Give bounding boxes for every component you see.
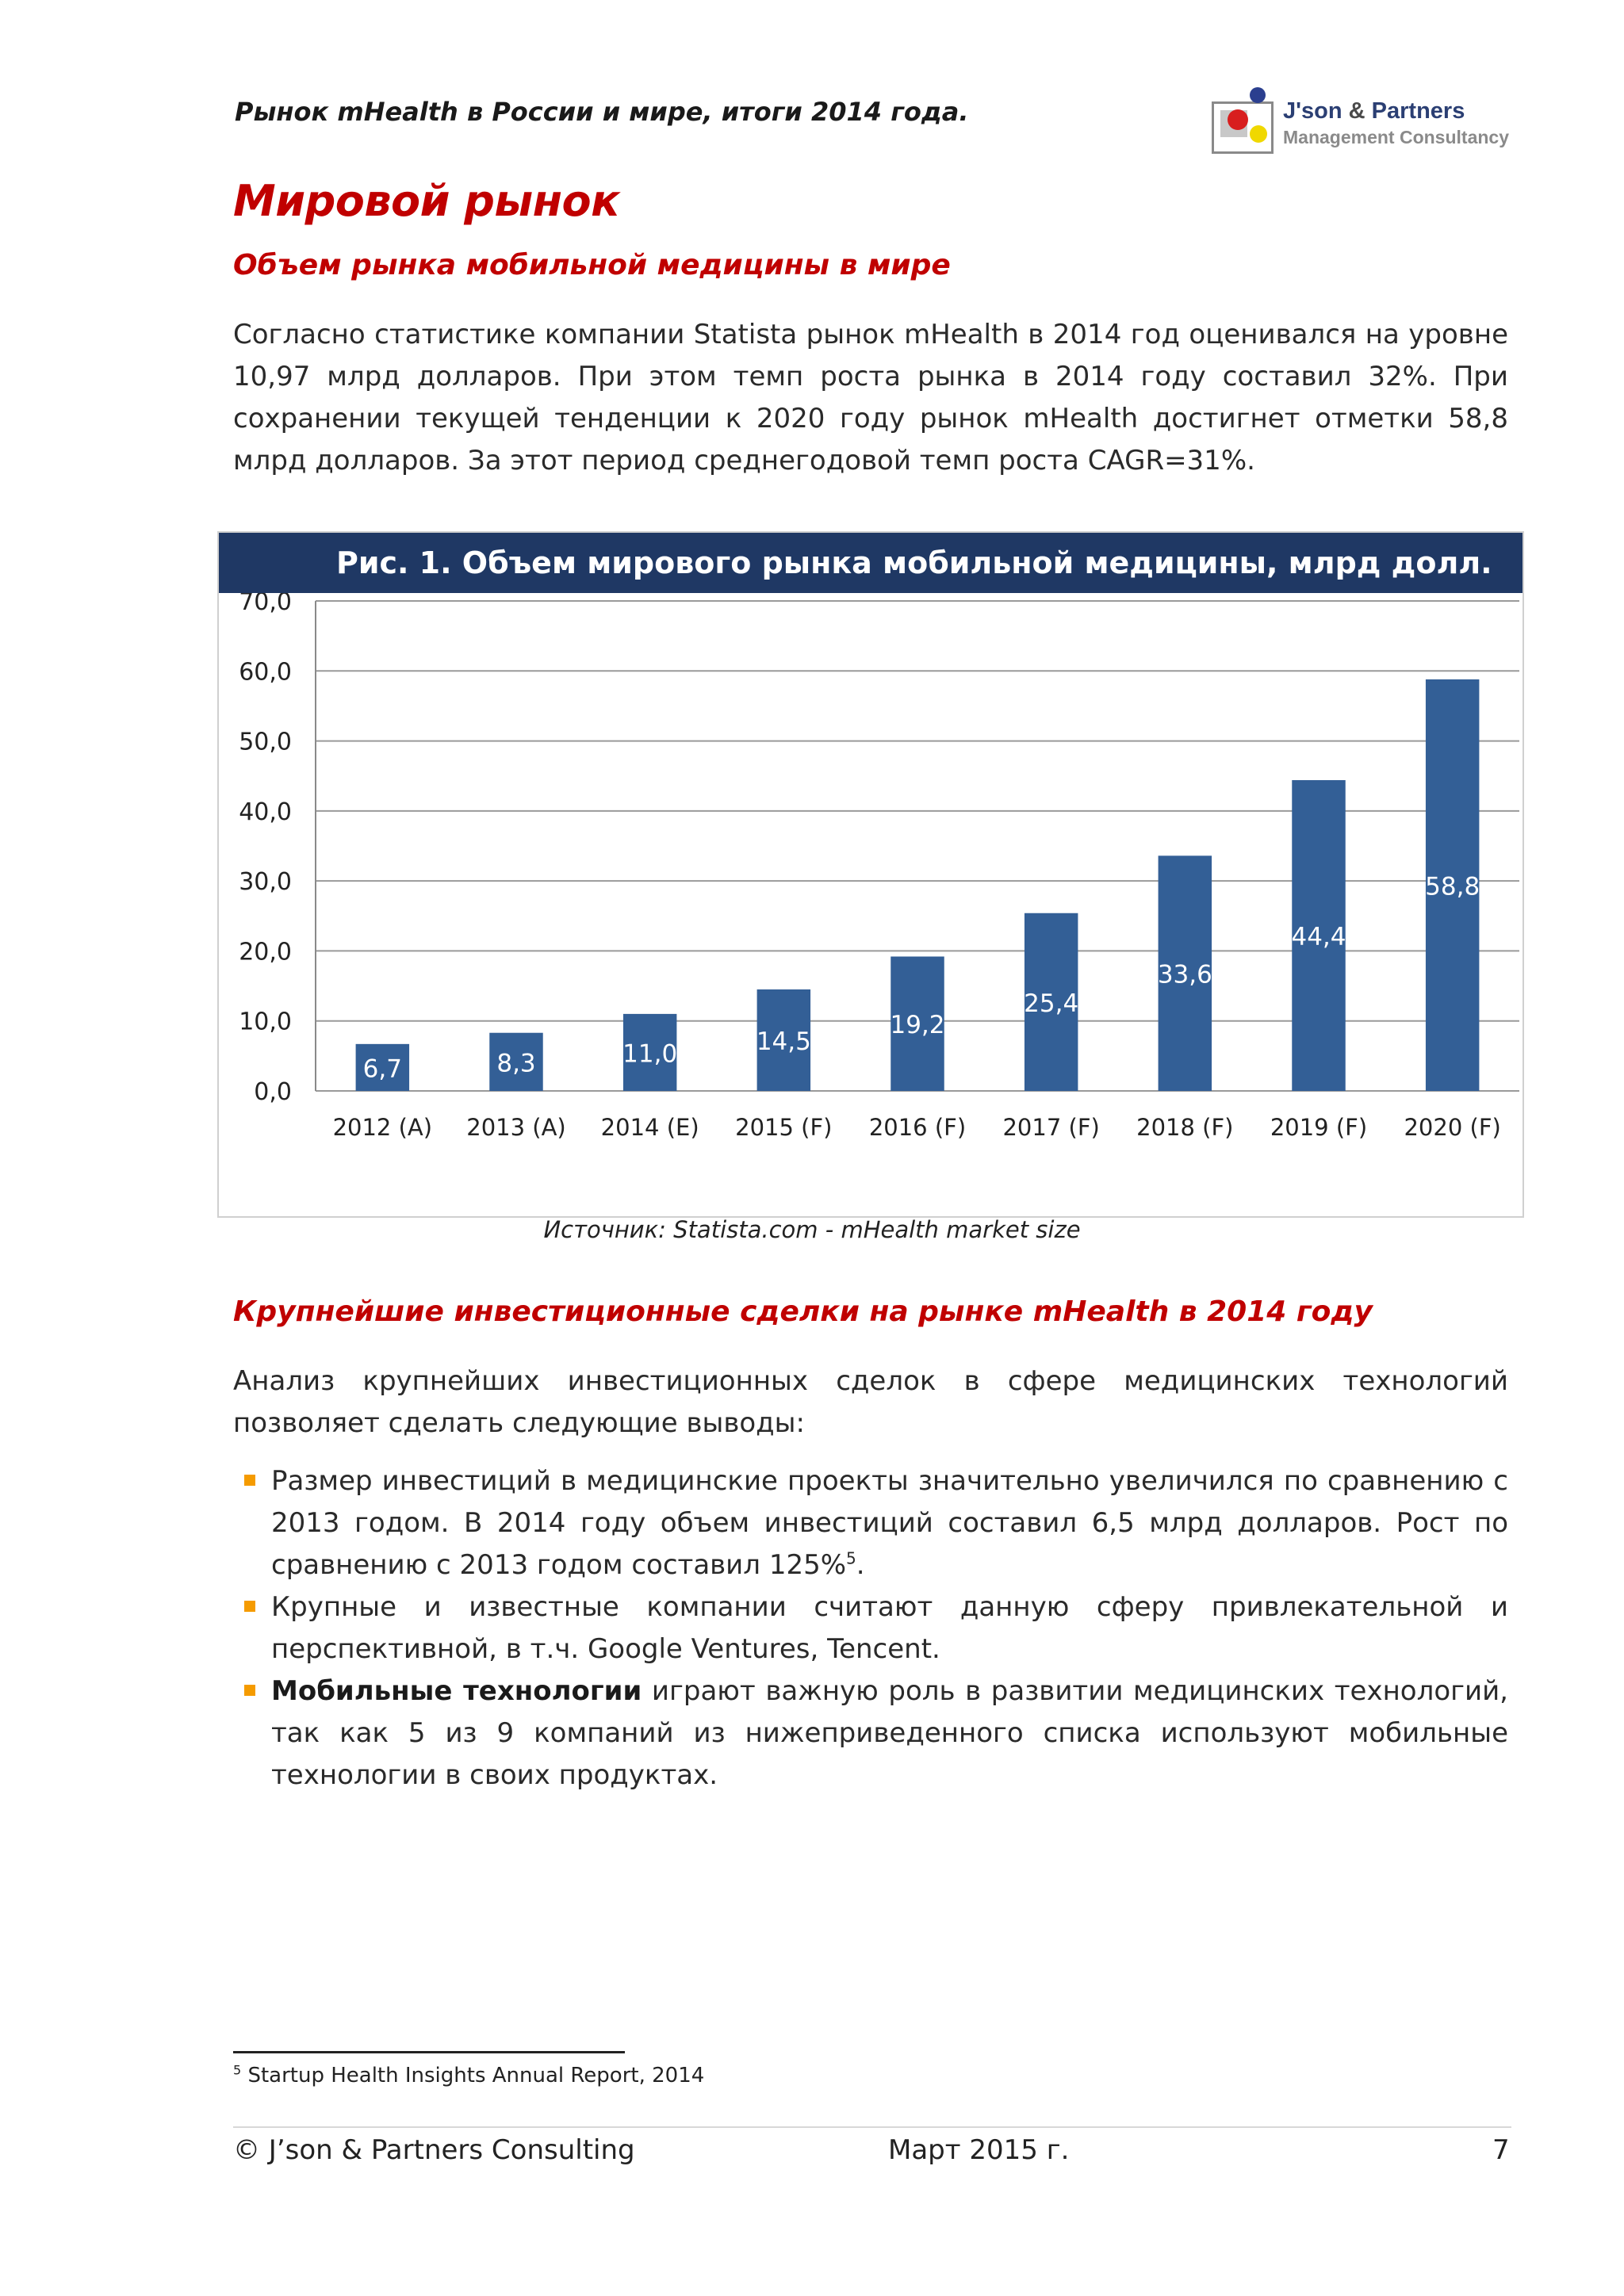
footnote-divider bbox=[233, 2051, 625, 2053]
y-tick-label: 20,0 bbox=[239, 938, 292, 966]
data-label: 11,0 bbox=[622, 1039, 678, 1069]
conclusions-list bbox=[233, 1460, 1508, 1797]
analysis-paragraph: Анализ крупнейших инвестиционных сделок в сфере медицинских технологий позволяет сделать следующие выводы: bbox=[233, 1365, 1508, 1439]
list-item: Мобильные технологии играют важную роль в развитии медицинских технологий, так как 5 из 9 компаний из нижеприведенного списка используют мобильные технологии в своих продуктах. bbox=[233, 1670, 1508, 1797]
y-tick-label: 70,0 bbox=[239, 593, 292, 616]
logo-name: J'son & Partners bbox=[1283, 98, 1465, 124]
data-label: 44,4 bbox=[1291, 923, 1346, 952]
list-item: Размер инвестиций в медицинские проекты значительно увеличился по сравнению с 2013 годом. В 2014 году объем инвестиций составил 6,5 млрд долларов. Рост по сравнению с 2013 годом составил 125%$^5$. bbox=[233, 1460, 1508, 1586]
data-label: 14,5 bbox=[756, 1027, 811, 1056]
running-header-title: Рынок mHealth в России и мире, итоги 2014 года. bbox=[235, 97, 969, 127]
logo-blue-dot-icon bbox=[1250, 87, 1266, 103]
y-tick-label: 0,0 bbox=[254, 1078, 292, 1106]
y-tick-label: 50,0 bbox=[239, 728, 292, 756]
logo-red-dot-icon bbox=[1228, 109, 1248, 130]
footer-divider bbox=[233, 2126, 1511, 2128]
list-item: Крупные и известные компании считают данную сферу привлекательной и перспективной, в т.ч. Google Ventures, Tencent. bbox=[233, 1586, 1508, 1670]
x-tick-label: 2012 (A) bbox=[332, 1114, 433, 1141]
footer-copyright: © J’son & Partners Consulting bbox=[233, 2134, 635, 2166]
data-label: 8,3 bbox=[496, 1049, 536, 1078]
company-logo bbox=[1212, 86, 1513, 157]
chart-figure bbox=[217, 531, 1524, 1218]
x-tick-label: 2020 (F) bbox=[1404, 1114, 1501, 1141]
chart-title-bar bbox=[219, 533, 1522, 593]
bullet-square-icon bbox=[244, 1601, 255, 1612]
logo-yellow-dot-icon bbox=[1250, 125, 1267, 143]
data-label: 25,4 bbox=[1024, 989, 1079, 1018]
x-tick-label: 2019 (F) bbox=[1270, 1114, 1368, 1141]
bar-chart bbox=[219, 593, 1519, 1211]
data-label: 19,2 bbox=[890, 1011, 945, 1040]
data-label: 33,6 bbox=[1157, 960, 1212, 989]
y-tick-label: 10,0 bbox=[239, 1008, 292, 1036]
x-tick-label: 2018 (F) bbox=[1136, 1114, 1234, 1141]
footnote-ref[interactable]: 5 bbox=[846, 1548, 856, 1568]
bullet-square-icon bbox=[244, 1475, 255, 1486]
y-tick-label: 40,0 bbox=[239, 798, 292, 826]
chart-source: Источник: Statista.com - mHealth market size bbox=[543, 1216, 1081, 1243]
x-tick-label: 2017 (F) bbox=[1002, 1114, 1100, 1141]
section-subtitle: Объем рынка мобильной медицины в мире bbox=[233, 249, 951, 281]
x-tick-label: 2014 (E) bbox=[600, 1114, 699, 1141]
bullet-square-icon bbox=[244, 1685, 255, 1696]
section2-subtitle: Крупнейшие инвестиционные сделки на рынке mHealth в 2014 году bbox=[233, 1295, 1373, 1328]
x-tick-label: 2015 (F) bbox=[735, 1114, 833, 1141]
page-number: 7 bbox=[1492, 2134, 1510, 2166]
x-tick-label: 2013 (A) bbox=[466, 1114, 566, 1141]
data-label: 58,8 bbox=[1425, 872, 1480, 901]
intro-paragraph: Согласно статистике компании Statista рынок mHealth в 2014 год оценивался на уровне 10,97 млрд долларов. При этом темп роста рынка в 2014 году составил 32%. При сохранении текущей тенденции к 2020 году рынок mHealth достигнет отметки 58,8 млрд долларов. За этот период среднегодовой темп роста CAGR=31%. bbox=[233, 319, 1508, 476]
y-tick-label: 30,0 bbox=[239, 868, 292, 897]
y-tick-label: 60,0 bbox=[239, 658, 292, 687]
chart-title: Рис. 1. Объем мирового рынка мобильной медицины, млрд долл. bbox=[336, 545, 1492, 580]
logo-subtitle: Management Consultancy bbox=[1283, 127, 1509, 147]
footnote: $^5$ Startup Health Insights Annual Report, 2014 bbox=[233, 2062, 705, 2087]
footer-date: Март 2015 г. bbox=[888, 2134, 1070, 2166]
x-tick-label: 2016 (F) bbox=[868, 1114, 967, 1141]
data-label: 6,7 bbox=[362, 1054, 402, 1084]
section-title: Мировой рынок bbox=[233, 176, 620, 226]
